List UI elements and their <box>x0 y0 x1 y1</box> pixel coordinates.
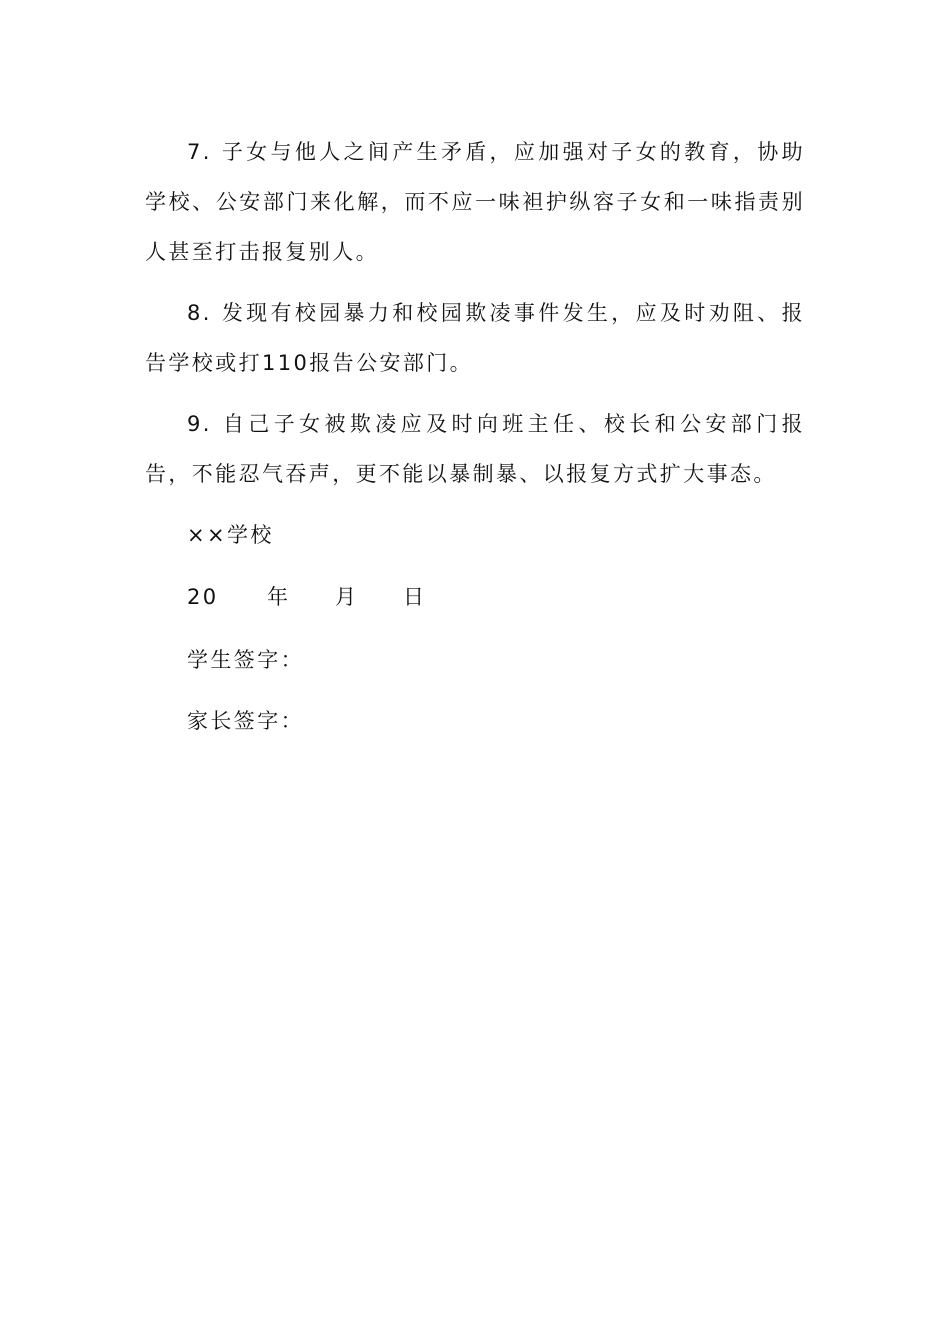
date-year-label: 年 <box>267 585 291 609</box>
signature-date <box>187 582 426 612</box>
paragraph-item-9: 9. 自己子女被欺凌应及时向班主任、校长和公安部门报告，不能忍气吞声，更不能以暴制暴、以报复方式扩大事态。 <box>145 412 805 486</box>
paragraph-item-8: 8. 发现有校园暴力和校园欺凌事件发生，应及时劝阻、报告学校或打110报告公安部门。 <box>145 301 805 375</box>
school-name: ××学校 <box>187 523 274 547</box>
parent-signature-label: 家长签字： <box>187 709 304 733</box>
student-signature-label: 学生签字： <box>187 648 304 672</box>
paragraph-item-7: 7. 子女与他人之间产生矛盾，应加强对子女的教育，协助学校、公安部门来化解，而不应一味袒护纵容子女和一味指责别人甚至打击报复别人。 <box>145 140 805 264</box>
date-month-label: 月 <box>335 585 359 609</box>
date-day-label: 日 <box>403 585 427 609</box>
date-year-prefix: 20 <box>187 585 219 609</box>
